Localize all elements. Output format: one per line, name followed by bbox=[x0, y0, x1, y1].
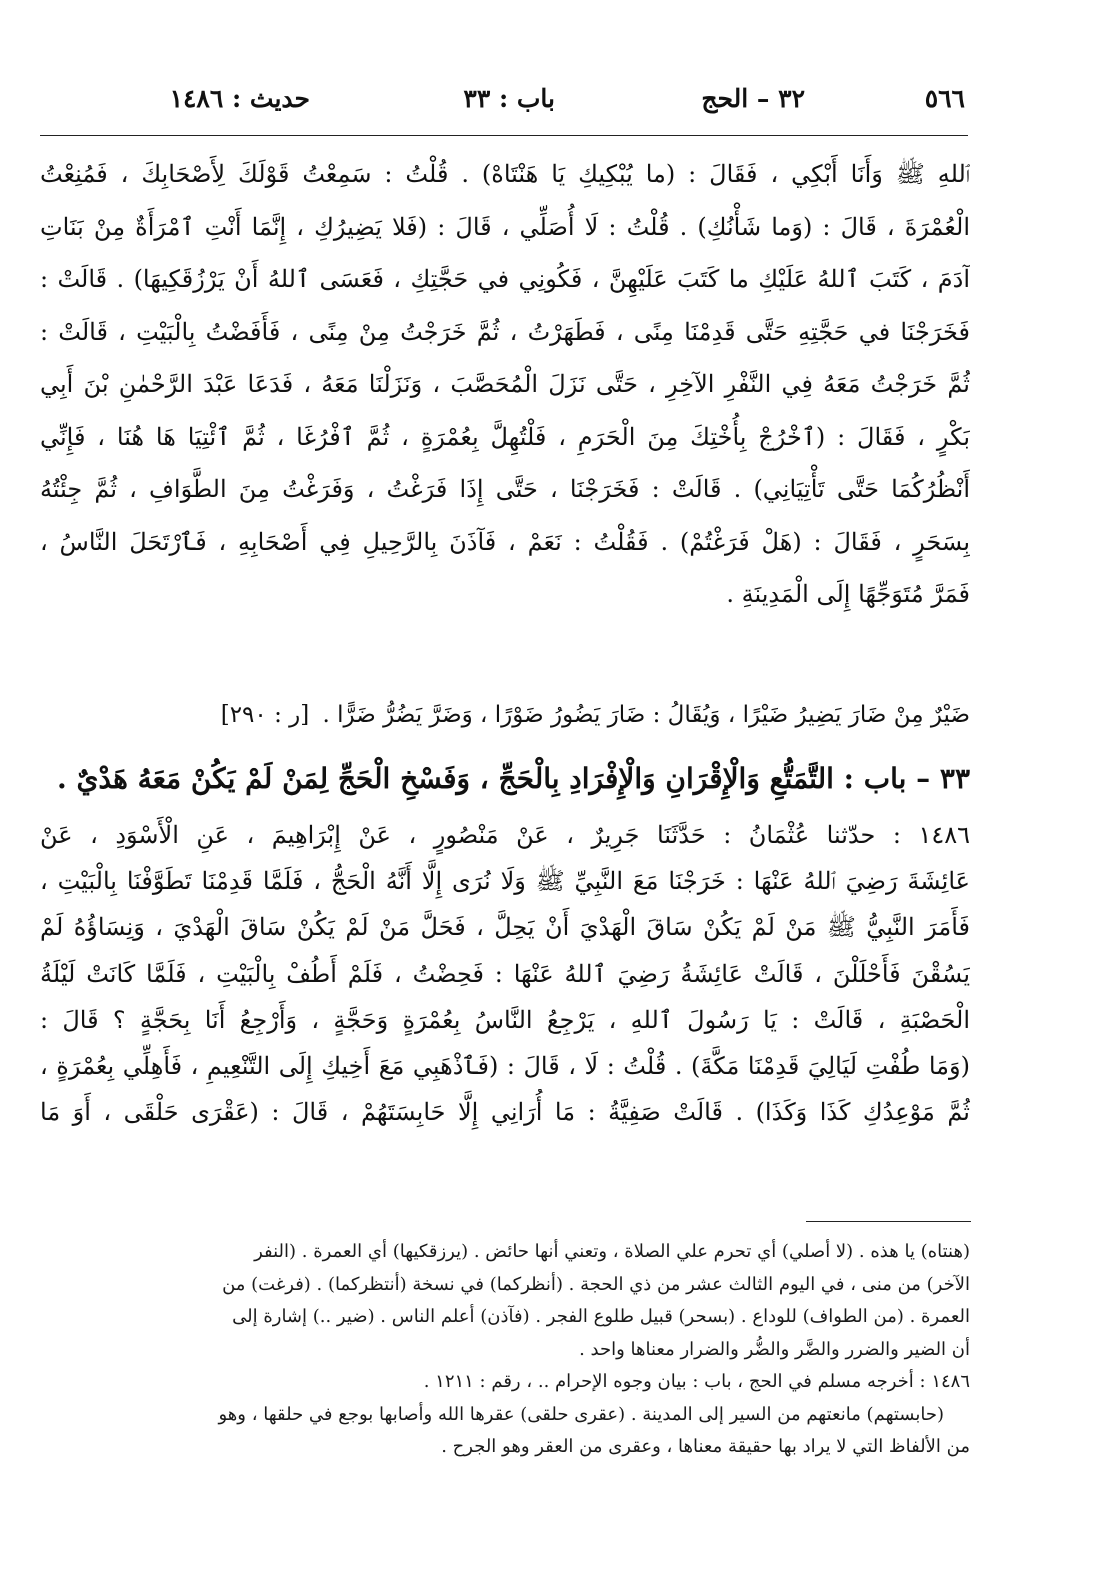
hadith-number: حديث : ١٤٨٦ bbox=[169, 84, 310, 113]
footnote-line: ١٤٨٦ : أخرجه مسلم في الحج ، باب : بيان وجوه الإحرام .. ، رقم : ١٢١١ . bbox=[423, 1371, 970, 1392]
text-line: الْحَصْبَةِ ، قَالَتْ : يَا رَسُولَ ٱللهِ ، يَرْجِعُ النَّاسُ بِعُمْرَةٍ وَحَجَّةٍ ، وَأَرْجِعُ أَنَا بِحَجَّةٍ ؟ قَالَ : bbox=[40, 1005, 970, 1034]
page-number: ٥٦٦ bbox=[924, 84, 965, 113]
text-line: بَكْرٍ ، فَقَالَ : (ٱخْرُجْ بِأُخْتِكَ مِنَ الْحَرَمِ ، فَلْتُهِلَّ بِعُمْرَةٍ ، ثُمَّ ٱفْرُغَا ، ثُمَّ ٱئْتِيَا هَا هُنَا ، فَإِنِّي bbox=[40, 422, 970, 451]
text-line: ١٤٨٦ : حدّثنا عُثْمَانُ : حَدَّثَنَا جَرِيرٌ ، عَنْ مَنْصُورٍ ، عَنْ إِبْرَاهِيمَ ، عَنِ الْأَسْوَدِ ، عَنْ bbox=[40, 821, 970, 849]
text-line: فَمَرَّ مُتَوَجِّهًا إِلَى الْمَدِينَةِ . bbox=[726, 580, 970, 608]
footnote-line: (حابستهم) مانعتهم من السير إلى المدينة . (عقرى حلقى) عقرها الله وأصابها بوجع في حلقها ، وهو bbox=[218, 1403, 944, 1425]
cross-reference: [ر : ٢٩٠] bbox=[220, 702, 310, 728]
text-line: ثُمَّ مَوْعِدُكِ كَذَا وَكَذَا) . قَالَتْ صَفِيَّةُ : مَا أُرَانِي إِلَّا حَابِسَتَهُمْ ، قَالَ : (عَقْرَى حَلْقَى ، أَوَ مَا bbox=[40, 1098, 970, 1127]
text-line: (وَمَا طُفْتِ لَيَالِيَ قَدِمْنَا مَكَّةَ) . قُلْتُ : لَا ، قَالَ : (فَٱذْهَبِي مَعَ أَخِيكِ إِلَى التَّنْعِيمِ ، فَأَهِلِّي بِعُمْرَةٍ ، bbox=[40, 1051, 970, 1080]
page-header bbox=[45, 78, 965, 122]
text-line: ٱللهِ ﷺ وَأَنَا أَبْكِي ، فَقَالَ : (ما يُبْكِيكِ يَا هَنْتَاهْ) . قُلْتُ : سَمِعْتُ قَوْلَكَ لِأَصْحَابِكَ ، فَمُنِعْتُ bbox=[40, 160, 970, 188]
hadith-text bbox=[40, 812, 970, 1135]
footnote-line: الآخر) من منى ، في اليوم الثالث عشر من ذي الحجة . (أنظركما) في نسخة (أنتظركما) . (فرغت) من bbox=[222, 1273, 970, 1295]
word-gloss bbox=[40, 695, 970, 735]
footnote-line: العمرة . (من الطواف) للوداع . (بسحر) قبيل طلوع الفجر . (فآذن) أعلم الناس . (ضير ..) إشارة إلى bbox=[232, 1306, 970, 1327]
gloss-text: ضَيْرٌ مِنْ ضَارَ يَضِيرُ ضَيْرًا ، وَيُقَالُ : ضَارَ يَضُورُ ضَوْرًا ، وَضَرَّ يَضُرُّ ضَرًّا . bbox=[322, 702, 970, 728]
footnote-line: من الألفاظ التي لا يراد بها حقيقة معناها ، وعقرى من العقر وهو الجرح . bbox=[441, 1436, 970, 1457]
text-line: الْعُمْرَةَ ، قَالَ : (وَما شَأْنُكِ) . قُلْتُ : لَا أُصَلِّي ، قَالَ : (فَلا يَضِيرُكِ ، إِنَّمَا أَنْتِ ٱمْرَأَةٌ مِنْ بَنَاتِ bbox=[40, 212, 970, 241]
text-line: ثُمَّ خَرَجْتُ مَعَهُ فِي النَّفْرِ الآخِرِ ، حَتَّى نَزَلَ الْمُحَصَّبَ ، وَنَزَلْنَا مَعَهُ ، فَدَعَا عَبْدَ الرَّحْمٰنِ بْنَ أَبِي bbox=[40, 370, 970, 398]
footnote-divider bbox=[806, 1221, 971, 1222]
text-line: عَائِشَةَ رَضِيَ ٱللهُ عَنْهَا : خَرَجْنَا مَعَ النَّبِيِّ ﷺ وَلَا نُرَى إِلَّا أَنَّهُ الْحَجُّ ، فَلَمَّا قَدِمْنَا تَطَوَّفْنَا بِالْبَيْتِ ، bbox=[40, 867, 970, 896]
text-line: يَسُقْنَ فَأَحْلَلْنَ ، قَالَتْ عَائِشَةُ رَضِيَ ٱللهُ عَنْهَا : فَحِضْتُ ، فَلَمْ أَطُفْ بِالْبَيْتِ ، فَلَمَّا كَانَتْ لَيْلَةُ bbox=[40, 959, 970, 988]
text-line: آدَمَ ، كَتَبَ ٱللهُ عَلَيْكِ ما كَتَبَ عَلَيْهِنَّ ، فَكُونِي في حَجَّتِكِ ، فَعَسَى ٱللهُ أَنْ يَرْزُقَكِيهَا) . قَالَتْ : bbox=[40, 265, 970, 293]
footnotes bbox=[40, 1236, 970, 1464]
chapter-number: باب : ٣٣ bbox=[463, 84, 555, 113]
chapter-heading: ٣٣ – باب : التَّمَتُّعِ وَالْإِقْرَانِ وَالْإِفْرَادِ بِالْحَجِّ ، وَفَسْخِ الْحَجِّ لِمَنْ لَمْ يَكُنْ مَعَهُ هَدْيٌ . bbox=[56, 762, 970, 795]
footnote-line: (هنتاه) يا هذه . (لا أصلي) أي تحرم علي الصلاة ، وتعني أنها حائض . (يرزقكيها) أي العمرة . (النفر bbox=[254, 1241, 970, 1262]
text-line: أَنْظُرُكُمَا حَتَّى تَأْتِيَانِي) . قَالَتْ : فَخَرَجْنَا ، حَتَّى إِذَا فَرَغْتُ ، وَفَرَغْتُ مِنَ الطَّوَافِ ، ثُمَّ جِئْتُهُ bbox=[40, 475, 970, 503]
text-line: بِسَحَرٍ ، فَقَالَ : (هَلْ فَرَغْتُمْ) . فَقُلْتُ : نَعَمْ ، فَآذَنَ بِالرَّحِيلِ فِي أَصْحَابِهِ ، فَٱرْتَحَلَ النَّاسُ ، bbox=[40, 527, 970, 556]
text-line: فَخَرَجْنَا في حَجَّتِهِ حَتَّى قَدِمْنَا مِنًى ، فَطَهَرْتُ ، ثُمَّ خَرَجْتُ مِنْ مِنًى ، فَأَفَضْتُ بِالْبَيْتِ ، قَالَتْ : bbox=[40, 317, 970, 346]
book-title: ٣٢ – الحج bbox=[701, 84, 805, 113]
header-divider bbox=[40, 135, 968, 136]
text-line: فَأَمَرَ النَّبِيُّ ﷺ مَنْ لَمْ يَكُنْ سَاقَ الْهَدْيَ أَنْ يَحِلَّ ، فَحَلَّ مَنْ لَمْ يَكُنْ سَاقَ الْهَدْيَ ، وَنِسَاؤُهُ لَمْ bbox=[40, 913, 970, 942]
hadith-continuation-text bbox=[40, 148, 970, 621]
footnote-line: أن الضير والضرر والضَّر والضُّر والضرار معناها واحد . bbox=[579, 1338, 970, 1360]
